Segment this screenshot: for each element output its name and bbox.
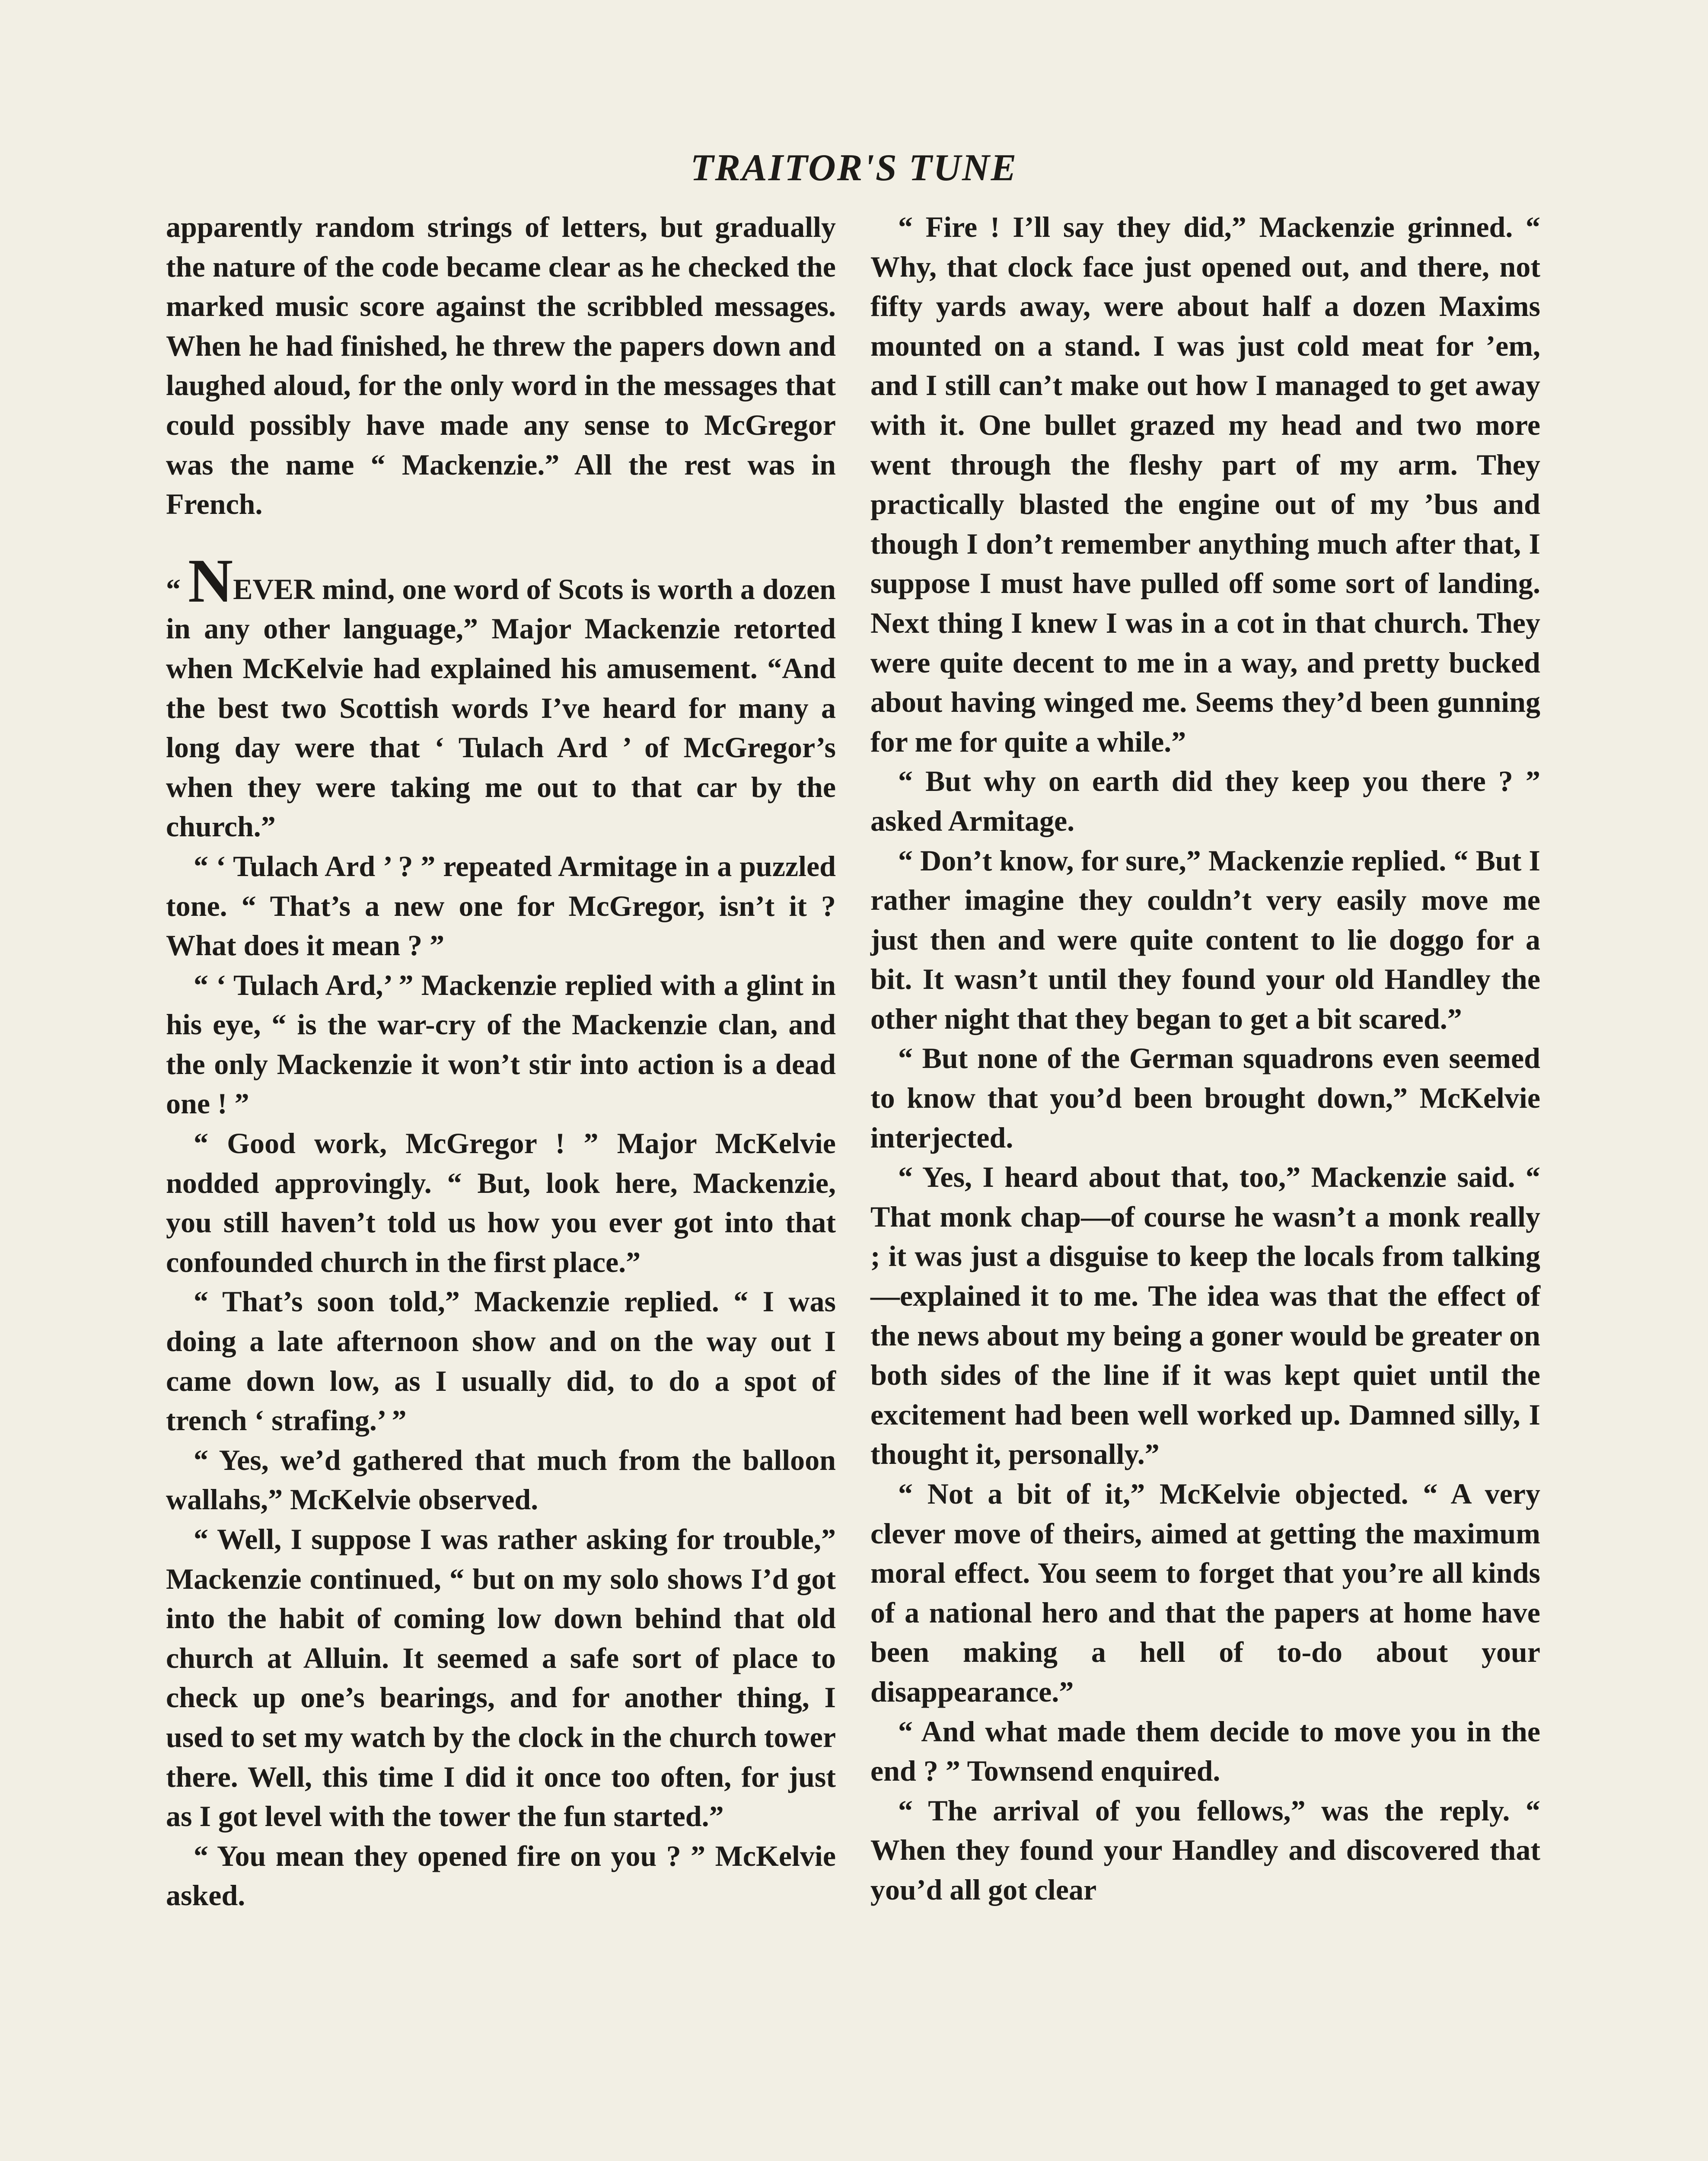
paragraph: “ And what made them decide to move you in the end ? ” Townsend enquired.: [870, 1715, 1540, 1788]
paragraph: “ Not a bit of it,” McKelvie objected. “ A very clever move of theirs, aimed at getting the maximum moral effect. You seem to forget that you’re all kinds of a national hero and that the papers at home have been making a hell of to-do about your disappearance.”: [870, 1477, 1540, 1708]
paragraph: “ The arrival of you fellows,” was the reply. “ When they found your Handley and discovered that you’d all got clear: [870, 1794, 1540, 1906]
paragraph: “ ‘ Tulach Ard ’ ? ” repeated Armitage in a puzzled tone. “ That’s a new one for McGregor, isn’t it ? What does it mean ? ”: [166, 849, 836, 962]
paragraph: “ Good work, McGregor ! ” Major McKelvie nodded approvingly. “ But, look here, Mackenzie, you still haven’t told us how you ever got into that confounded church in the first place.”: [166, 1127, 836, 1278]
paragraph: “ Don’t know, for sure,” Mackenzie replied. “ But I rather imagine they couldn’t very easily move me just then and were quite content to lie doggo for a bit. It wasn’t until they found your old Handley the other night that they began to get a bit scared.”: [870, 844, 1540, 1035]
page-title: TRAITOR'S TUNE: [690, 147, 1018, 189]
paragraph: “ Yes, we’d gathered that much from the balloon wallahs,” McKelvie observed.: [166, 1443, 836, 1516]
paragraph: “ But why on earth did they keep you there ? ” asked Armitage.: [870, 765, 1540, 837]
drop-cap: N: [188, 546, 233, 615]
paragraph: “ Fire ! I’ll say they did,” Mackenzie grinned. “ Why, that clock face just opened out, and there, not fifty yards away, were about half a dozen Maxims mounted on a stand. I was just cold meat for ’em, and I still can’t make out how I managed to get away with it. One bullet grazed my head and two more went through the fleshy part of my arm. They practically blasted the engine out of my ’bus and though I don’t remember anything much after that, I suppose I must have pulled off some sort of landing. Next thing I knew I was in a cot in that church. They were quite decent to me in a way, and pretty bucked about having winged me. Seems they’d been gunning for me for quite a while.”: [870, 210, 1540, 758]
opening-quote: “: [166, 572, 188, 606]
paragraph-text: EVER mind, one word of Scots is worth a dozen in any other language,” Major Mackenzie retorted when McKelvie had explained his amusement. “And the best two Scottish words I’ve heard for many a long day were that ‘ Tulach Ard ’ of McGregor’s when they were taking me out to that car by the church.”: [166, 572, 836, 843]
paragraph: “ That’s soon told,” Mackenzie replied. “ I was doing a late afternoon show and on the way out I came down low, as I usually did, to do a spot of trench ‘ strafing.’ ”: [166, 1285, 836, 1437]
section-start-paragraph: [166, 546, 836, 847]
paragraph: “ You mean they opened fire on you ? ” McKelvie asked.: [166, 1839, 836, 1912]
paragraph: apparently random strings of letters, but gradually the nature of the code became clear as he checked the marked music score against the scribbled messages. When he had finished, he threw the papers down and laughed aloud, for the only word in the messages that could possibly have made any sense to McGregor was the name “ Mackenzie.” All the rest was in French.: [166, 210, 836, 521]
paragraph: “ Well, I suppose I was rather asking for trouble,” Mackenzie continued, “ but on my solo shows I’d got into the habit of coming low down behind that old church at Alluin. It seemed a safe sort of place to check up one’s bearings, and for another thing, I used to set my watch by the clock in the church tower there. Well, this time I did it once too often, for just as I got level with the tower the fun started.”: [166, 1523, 836, 1833]
paragraph: “ Yes, I heard about that, too,” Mackenzie said. “ That monk chap—of course he wasn’t a monk really ; it was just a disguise to keep the locals from talking—explained it to me. The idea was that the effect of the news about my being a goner would be greater on both sides of the line if it was kept quiet until the excitement had been well worked up. Damned silly, I thought it, personally.”: [870, 1160, 1540, 1471]
paragraph: “ ‘ Tulach Ard,’ ” Mackenzie replied with a glint in his eye, “ is the war-cry of the Mackenzie clan, and the only Mackenzie it won’t stir into action is a dead one ! ”: [166, 968, 836, 1120]
paragraph: “ But none of the German squadrons even seemed to know that you’d been brought down,” McKelvie interjected.: [870, 1042, 1540, 1154]
left-column: [166, 207, 836, 1916]
right-column: [870, 207, 1540, 1910]
